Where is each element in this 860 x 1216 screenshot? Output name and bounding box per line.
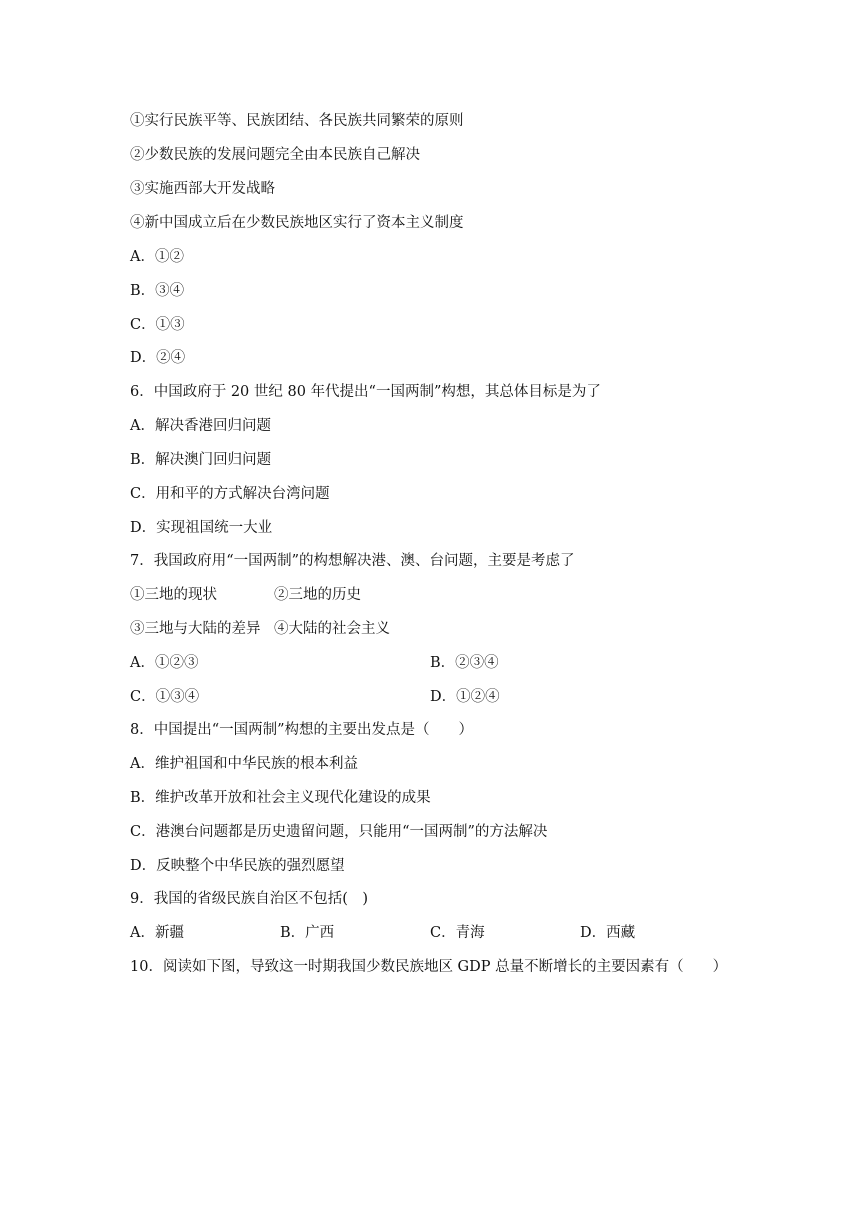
q7-stem: 7．我国政府用“一国两制”的构想解决港、澳、台问题，主要是考虑了 — [130, 553, 575, 569]
q6-option-b: B．解决澳门回归问题 — [130, 452, 272, 468]
q9-stem: 9．我国的省级民族自治区不包括( ) — [130, 891, 369, 907]
q5-item-2: ②少数民族的发展问题完全由本民族自己解决 — [130, 147, 420, 163]
q9-option-b: B．广西 — [280, 925, 335, 941]
q5-option-b: B．③④ — [130, 283, 185, 299]
q9-option-d: D．西藏 — [580, 925, 636, 941]
q7-item-2: ②三地的历史 — [274, 587, 361, 603]
q7-option-b: B．②③④ — [430, 655, 499, 671]
q8-option-c: C．港澳台问题都是历史遗留问题，只能用“一国两制”的方法解决 — [130, 824, 548, 840]
q9-option-a: A．新疆 — [130, 925, 184, 941]
q5-option-d: D．②④ — [130, 350, 186, 366]
q7-option-d: D．①②④ — [430, 689, 500, 705]
q7-option-c: C．①③④ — [130, 689, 200, 705]
q8-option-a: A．维护祖国和中华民族的根本利益 — [130, 756, 358, 772]
q7-item-3: ③三地与大陆的差异 — [130, 621, 261, 637]
q7-option-a: A．①②③ — [130, 655, 199, 671]
q9-option-c: C．青海 — [430, 925, 485, 941]
q5-item-1: ①实行民族平等、民族团结、各民族共同繁荣的原则 — [130, 113, 464, 129]
q8-option-b: B．维护改革开放和社会主义现代化建设的成果 — [130, 790, 431, 806]
q7-item-1: ①三地的现状 — [130, 587, 217, 603]
q8-stem: 8．中国提出“一国两制”构想的主要出发点是（ ） — [130, 722, 474, 738]
q5-item-3: ③实施西部大开发战略 — [130, 181, 275, 197]
q5-option-c: C．①③ — [130, 317, 185, 333]
q6-stem: 6．中国政府于 20 世纪 80 年代提出“一国两制”构想，其总体目标是为了 — [130, 384, 601, 400]
q5-option-a: A．①② — [130, 249, 184, 265]
q10-stem: 10．阅读如下图，导致这一时期我国少数民族地区 GDP 总量不断增长的主要因素有（ ） — [130, 959, 728, 975]
q6-option-d: D．实现祖国统一大业 — [130, 520, 273, 536]
q6-option-a: A．解决香港回归问题 — [130, 418, 271, 434]
q7-item-4: ④大陆的社会主义 — [274, 621, 390, 637]
q5-item-4: ④新中国成立后在少数民族地区实行了资本主义制度 — [130, 215, 464, 231]
q6-option-c: C．用和平的方式解决台湾问题 — [130, 486, 330, 502]
q8-option-d: D．反映整个中华民族的强烈愿望 — [130, 858, 345, 874]
